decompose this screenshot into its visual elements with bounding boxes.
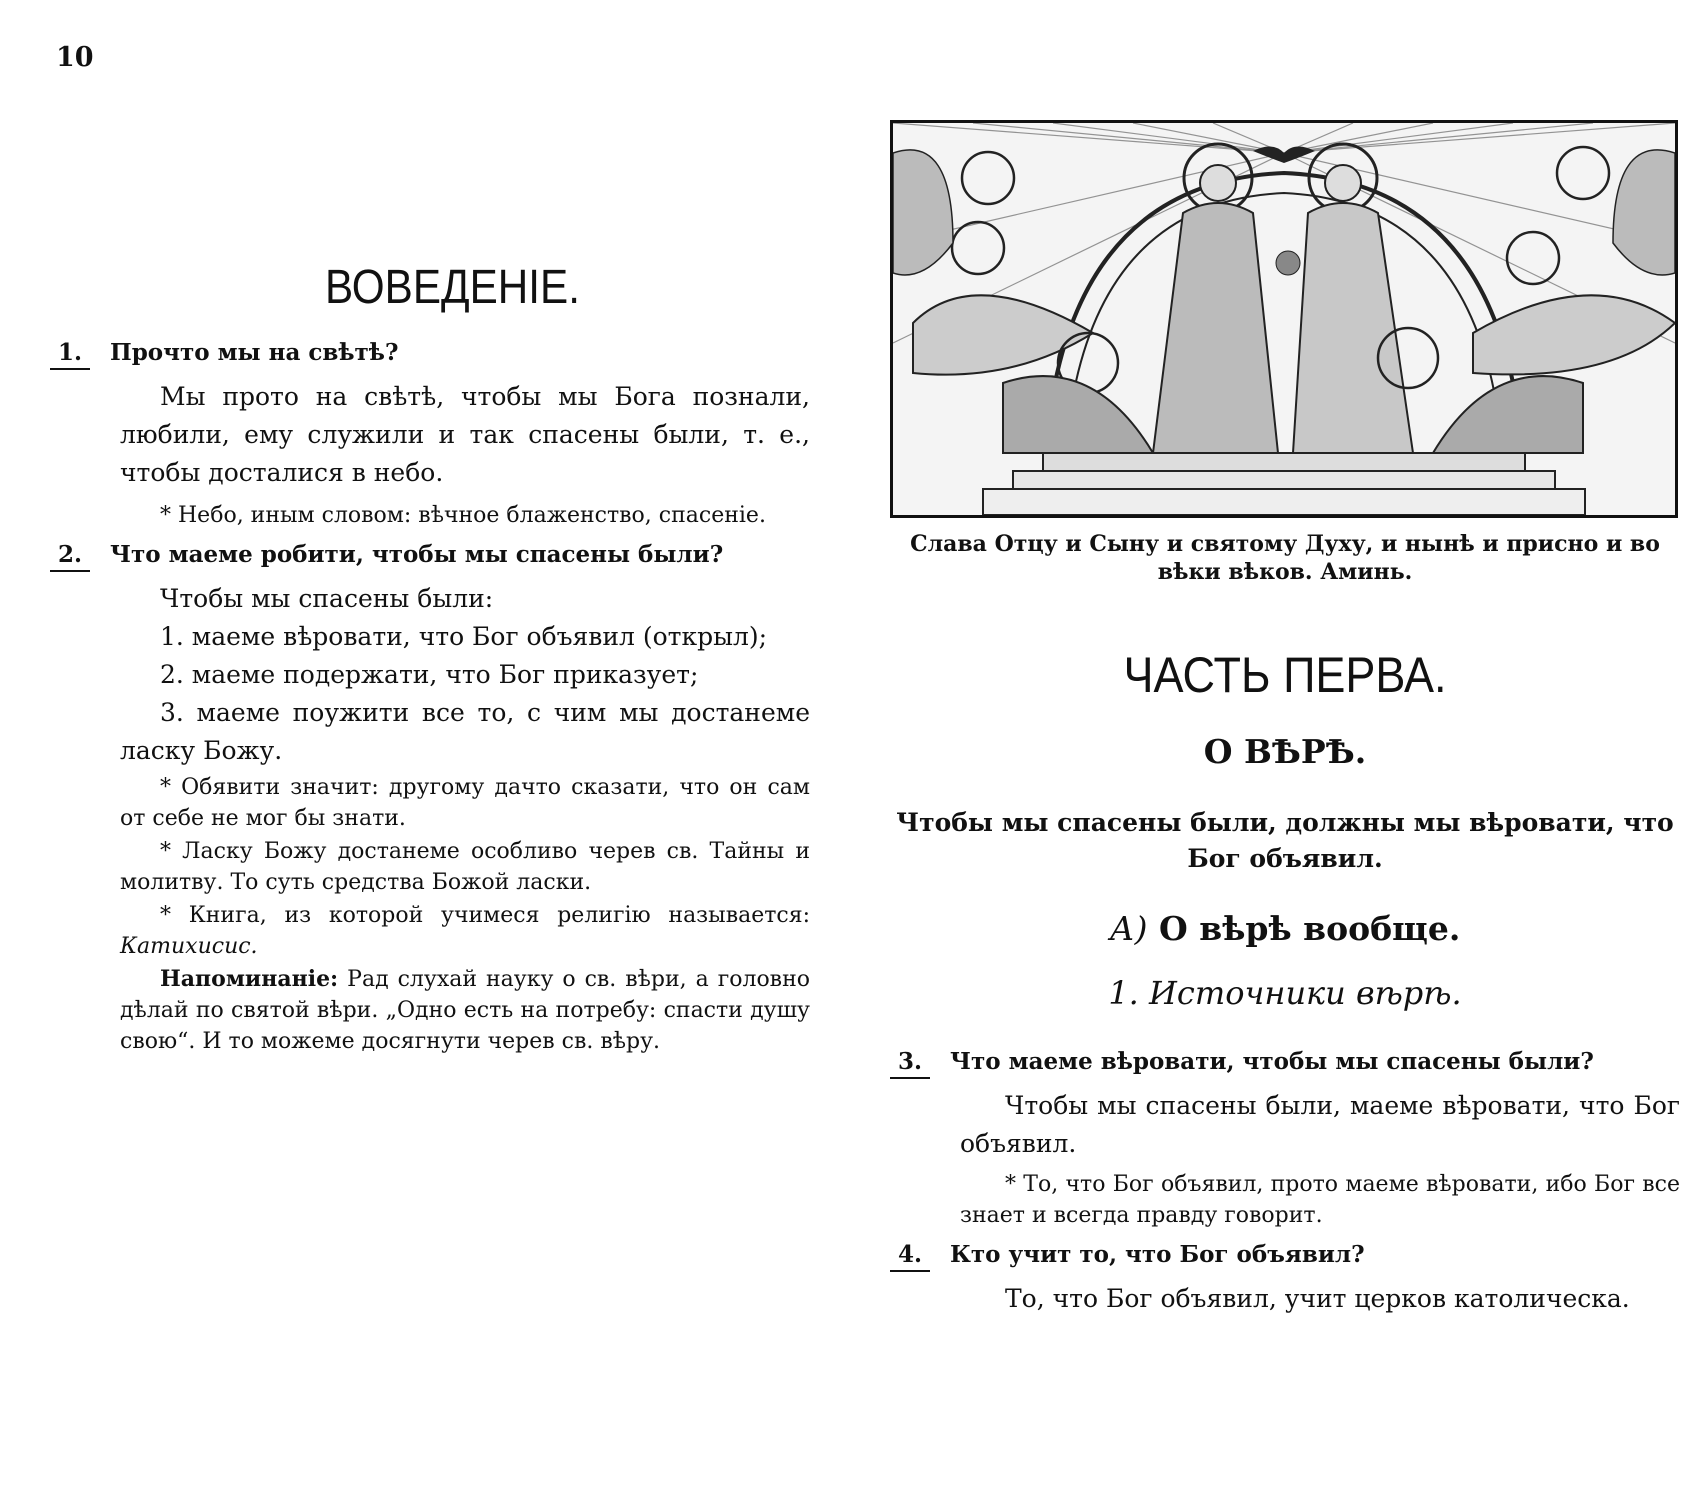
note-2b: * Ласку Божу достанеме особливо черев св. Тайны и молитву. То суть средства Божой ласки.: [120, 839, 810, 895]
answer-3: Чтобы мы спасены были, маеме вѣровати, что Бог объявил.: [960, 1091, 1680, 1158]
question-text: Что маеме робити, чтобы мы спасены были?: [110, 541, 724, 568]
question-text: Кто учит то, что Бог объявил?: [950, 1241, 1365, 1268]
holy-trinity-illustration: [890, 120, 1678, 518]
subsection-letter: А): [1109, 909, 1148, 948]
question-number: 2.: [50, 541, 90, 572]
illustration-caption: Слава Отцу и Сыну и святому Духу, и нынѣ и присно и во вѣки вѣков. Аминь.: [910, 531, 1660, 585]
question-text: Прочто мы на свѣтѣ?: [110, 339, 399, 366]
question-number: 4.: [890, 1241, 930, 1272]
part-title: ЧАСТЬ ПЕРВА.: [1123, 647, 1447, 703]
answer-4: То, что Бог объявил, учит церков католическа.: [1005, 1284, 1630, 1313]
illustration-icon: [893, 123, 1675, 515]
note-text: * Книга, из которой учимеся религію называется:: [160, 903, 810, 928]
reminder-text: Рад слухай науку о св. вѣри, а головно дѣлай по святой вѣри. „Одно есть на потребу: спасти душу свою“. И то можеме досягнути черев св. вѣру.: [120, 967, 810, 1054]
question-number: 1.: [50, 339, 90, 370]
reminder-label: Напоминаніе:: [160, 966, 339, 992]
left-column: [50, 260, 810, 1059]
question-3: [890, 1048, 1680, 1079]
reminder: [50, 964, 810, 1057]
question-2: [50, 541, 810, 572]
subsubsection-title: 1. Источники вѣрѣ.: [1108, 974, 1462, 1012]
page-number: 10: [56, 42, 94, 73]
note-1: * Небо, иным словом: вѣчное блаженство, спасеніе.: [160, 503, 766, 528]
note-term: Катихисис.: [120, 934, 258, 959]
question-1: [50, 339, 810, 370]
introduction-title: ВОВЕДЕНІЕ.: [325, 261, 580, 314]
question-text: Что маеме вѣровати, чтобы мы спасены были?: [950, 1048, 1594, 1075]
subsection-text: О вѣрѣ вообще.: [1159, 909, 1461, 948]
answer-2-list: [50, 618, 810, 770]
section-title: О ВѢРѢ.: [1203, 732, 1367, 771]
subsection-title: [890, 909, 1680, 948]
question-4: [890, 1241, 1680, 1272]
list-item: 1. маеме вѣровати, что Бог объявил (открыл);: [160, 622, 768, 651]
list-item: 3. маеме поужити все то, с чим мы достанеме ласку Божу.: [120, 698, 810, 765]
section-lead: Чтобы мы спасены были, должны мы вѣровати, что Бог объявил.: [896, 808, 1674, 873]
question-number: 3.: [890, 1048, 930, 1079]
answer-1: Мы прото на свѣтѣ, чтобы мы Бога познали, любили, ему служили и так спасены были, т. е., чтобы досталися в небо.: [120, 382, 810, 487]
answer-2-lead: Чтобы мы спасены были:: [160, 584, 494, 613]
note-3: * То, что Бог объявил, прото маеме вѣровати, ибо Бог все знает и всегда правду говорит.: [960, 1172, 1680, 1228]
list-item: 2. маеме подержати, что Бог приказует;: [160, 660, 699, 689]
right-column: [890, 120, 1680, 1318]
note-2a: * Обявити значит: другому дачто сказати, что он сам от себе не мог бы знати.: [120, 775, 810, 831]
note-2c: [50, 900, 810, 962]
